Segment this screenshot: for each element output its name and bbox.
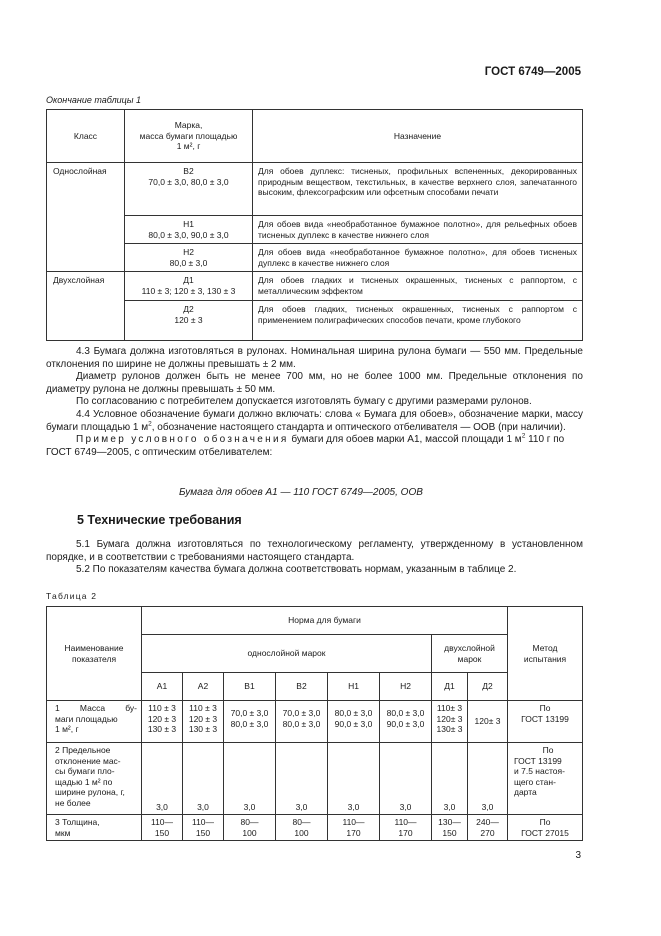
value-cell: 3,0 [142, 743, 183, 815]
table-row [47, 815, 583, 841]
method-cell: По ГОСТ 13199 [508, 701, 583, 743]
value-cell: 110 ± 3 120 ± 3 130 ± 3 [183, 701, 224, 743]
value-cell: 3,0 [380, 743, 432, 815]
paragraph-5-1: 5.1 Бумага должна изготовляться по технологическому регламенту, утвержденному в установленном порядке, и в соответствии с требованиями настоящего стандарта. [46, 539, 583, 563]
purpose-cell: Для обоев гладких и тисненых окрашенных, тисненых с раппортом, с металлическим эффектом [253, 272, 583, 301]
value-cell: 110 ± 3 120 ± 3 130 ± 3 [142, 701, 183, 743]
document-code: ГОСТ 6749—2005 [484, 66, 581, 78]
mark-cell: Н1 80,0 ± 3,0, 90,0 ± 3,0 [125, 216, 253, 244]
grade-header: Н2 [380, 673, 432, 701]
class-cell: Двухслойная [47, 272, 125, 341]
value-cell: 70,0 ± 3,0 80,0 ± 3,0 [276, 701, 328, 743]
page-number: 3 [575, 850, 581, 861]
value-cell: 70,0 ± 3,0 80,0 ± 3,0 [224, 701, 276, 743]
paragraph-5-2: 5.2 По показателям качества бумага должна соответствовать нормам, указанным в таблице 2. [76, 564, 517, 575]
section-5-title: 5 Технические требования [77, 513, 242, 527]
table2-header-norm: Норма для бумаги [142, 607, 508, 635]
paragraph-4-3-diameter: Диаметр рулонов должен быть не менее 700 мм, но не более 1000 мм. Предельные отклонения по диаметру рулона не должны превышать ± 50 мм. [46, 371, 583, 395]
value-cell: 240— 270 [468, 815, 508, 841]
table2 [46, 606, 583, 841]
value-cell: 110— 150 [142, 815, 183, 841]
mark-header-line: масса бумаги площадью [139, 130, 238, 141]
value-cell: 110— 170 [328, 815, 380, 841]
value-cell: 3,0 [224, 743, 276, 815]
value-cell: 80,0 ± 3,0 90,0 ± 3,0 [328, 701, 380, 743]
indicator-name: 1 Масса бу- маги площадью 1 м², г [47, 701, 142, 743]
grade-header: Д2 [468, 673, 508, 701]
mark-cell: Н2 80,0 ± 3,0 [125, 244, 253, 272]
example-paragraph: Пример условного обозначения бумаги для обоев марки А1, массой площади 1 $м^2$ 110 г по ГОСТ 6749—2005, с оптическим отбеливателем: [46, 432, 565, 458]
value-cell: 3,0 [328, 743, 380, 815]
mark-header-line: 1 м², г [176, 141, 201, 152]
indicator-name: 2 Предельное отклонение мас- сы бумаги пло- щадью 1 м² по ширине рулона, г, не более [47, 743, 142, 815]
mark-cell: В2 70,0 ± 3,0, 80,0 ± 3,0 [125, 163, 253, 216]
grade-header: В1 [224, 673, 276, 701]
mark-cell: Д1 110 ± 3; 120 ± 3, 130 ± 3 [125, 272, 253, 301]
example-designation: Бумага для обоев А1 — 110 ГОСТ 6749—2005, ООВ [179, 487, 423, 498]
value-cell: 80,0 ± 3,0 90,0 ± 3,0 [380, 701, 432, 743]
paragraph-4-4: 4.4 Условное обозначение бумаги должно включать: слова « Бумага для обоев», обозначение марки, массу бумаги площадью 1 $м^2$, обозначение настоящего стандарта и оптического отбеливателя — ООВ (при наличии). [46, 409, 583, 433]
grade-header: В2 [276, 673, 328, 701]
value-cell: 80— 100 [276, 815, 328, 841]
purpose-cell: Для обоев гладких, тисненых окрашенных, тисненых с раппортом с применением полиграфических способов печати, кроме глубокого [253, 301, 583, 341]
purpose-cell: Для обоев дуплекс: тисненых, профильных вспененных, декорированных природным веществом, текстильных, в качестве верхнего слоя, запечатанного высоким, флексографским или офсетным способами печати [253, 163, 583, 216]
table-row [47, 701, 583, 743]
table1-header-purpose: Назначение [253, 110, 583, 163]
value-cell: 110— 170 [380, 815, 432, 841]
table1-header-mark [125, 110, 253, 163]
table2-header-method: Метод испытания [508, 607, 583, 701]
table2-header-indicator: Наименование показателя [47, 607, 142, 701]
value-cell: 3,0 [432, 743, 468, 815]
value-cell: 3,0 [276, 743, 328, 815]
value-cell: 110± 3 120± 3 130± 3 [432, 701, 468, 743]
value-cell: 3,0 [183, 743, 224, 815]
indicator-name: 3 Толщина, мкм [47, 815, 142, 841]
paragraph-4-3: 4.3 Бумага должна изготовляться в рулонах. Номинальная ширина рулона бумаги — 550 мм. Предельные отклонения по ширине не должны превышать ± 2 мм. [46, 346, 583, 370]
mark-header-line: Марка, [174, 120, 203, 131]
purpose-cell: Для обоев вида «необработанное бумажное полотно», для рельефных обоев тисненых дуплекс в качестве нижнего слоя [253, 216, 583, 244]
value-cell: 80— 100 [224, 815, 276, 841]
grade-header: Д1 [432, 673, 468, 701]
mark-cell: Д2 120 ± 3 [125, 301, 253, 341]
grade-header: А2 [183, 673, 224, 701]
table-row [47, 743, 583, 815]
paragraph-4-3-agreement: По согласованию с потребителем допускается изготовлять бумагу с другими размерами рулонов. [76, 396, 532, 407]
value-cell: 110— 150 [183, 815, 224, 841]
table1 [46, 109, 583, 341]
value-cell: 120± 3 [468, 701, 508, 743]
table1-header-class: Класс [47, 110, 125, 163]
value-cell: 3,0 [468, 743, 508, 815]
class-cell: Однослойная [47, 163, 125, 272]
table2-caption: Таблица 2 [46, 591, 98, 601]
method-cell: По ГОСТ 13199 и 7.5 настоя- щего стан- дарта [508, 743, 583, 815]
table2-header-double-layer: двухслойной марок [432, 635, 508, 673]
table2-header-single-layer: однослойной марок [142, 635, 432, 673]
value-cell: 130— 150 [432, 815, 468, 841]
method-cell: По ГОСТ 27015 [508, 815, 583, 841]
grade-header: А1 [142, 673, 183, 701]
purpose-cell: Для обоев вида «необработанное бумажное полотно», для обоев тисненых дуплекс в качестве нижнего слоя [253, 244, 583, 272]
grade-header: Н1 [328, 673, 380, 701]
table1-caption: Окончание таблицы 1 [46, 95, 141, 105]
